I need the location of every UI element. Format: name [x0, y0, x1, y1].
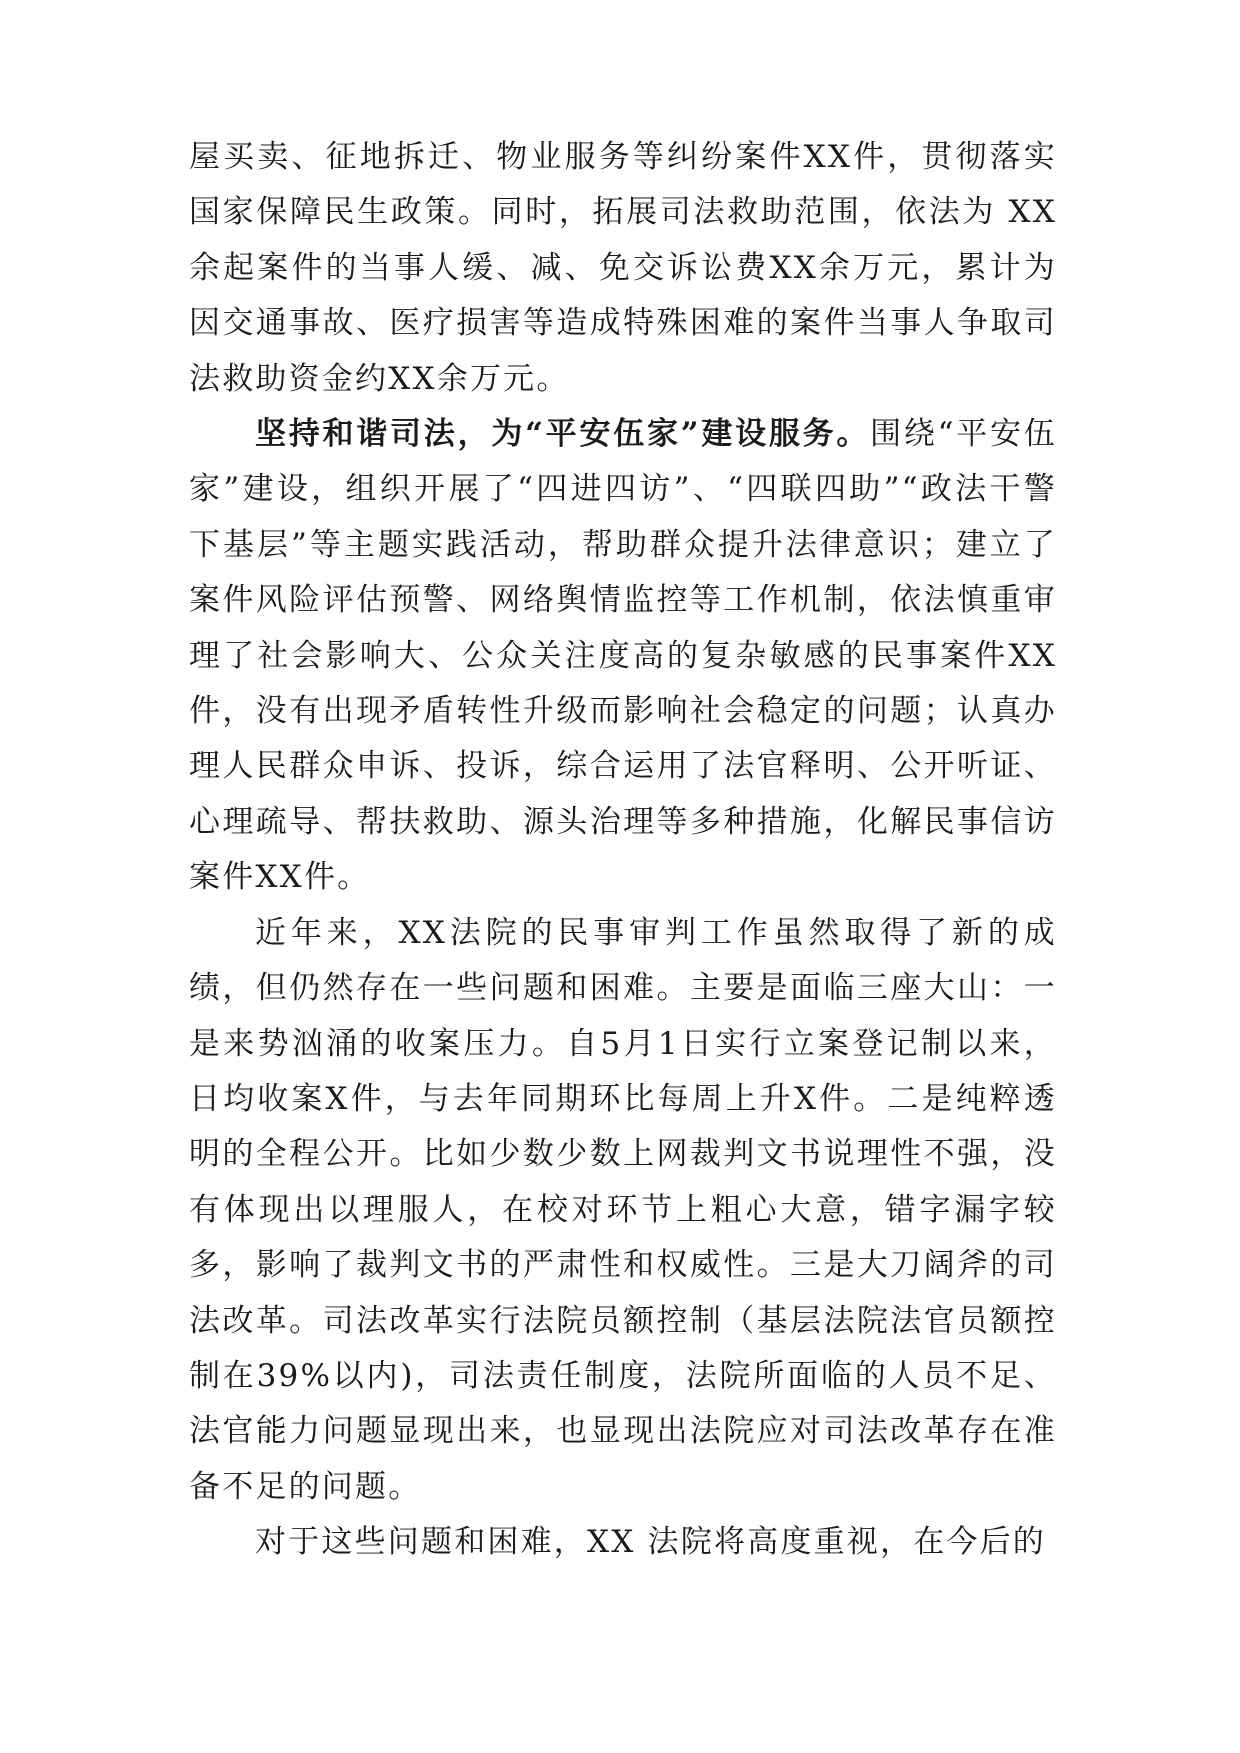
paragraph-problems	[189, 906, 1057, 1515]
paragraph-text: 近年来，XX法院的民事审判工作虽然取得了新的成绩，但仍然存在一些问题和困难。主要是面临三座大山：一是来势汹涌的收案压力。自5月1日实行立案登记制以来，日均收案X件，与去年同期环比每周上升X件。二是纯粹透明的全程公开。比如少数少数上网裁判文书说理性不强，没有体现出以理服人，在校对环节上粗心大意，错字漏字较多，影响了裁判文书的严肃性和权威性。三是大刀阔斧的司法改革。司法改革实行法院员额控制（基层法院法官员额控制在39%以内)，司法责任制度，法院所面临的人员不足、法官能力问题显现出来，也显现出法院应对司法改革存在准备不足的问题。	[189, 914, 1057, 1505]
document-body	[189, 130, 1057, 1571]
paragraph-text: 围绕“平安伍家”建设，组织开展了“四进四访”、“四联四助”“政法干警下基层”等主题实践活动，帮助群众提升法律意识；建立了案件风险评估预警、网络舆情监控等工作机制，依法慎重审理了社会影响大、公众关注度高的复杂敏感的民事案件XX 件，没有出现矛盾转性升级而影响社会稳定的问题；认真办理人民群众申诉、投诉，综合运用了法官释明、公开听证、心理疏导、帮扶救助、源头治理等多种措施，化解民事信访案件XX件。	[189, 416, 1057, 896]
paragraph-response	[189, 1515, 1057, 1570]
paragraph-lead-heading: 坚持和谐司法，为“平安伍家”建设服务。	[255, 416, 871, 453]
paragraph-text: 对于这些问题和困难，XX 法院将高度重视，在今后的	[255, 1524, 1046, 1561]
paragraph-continued	[189, 130, 1057, 407]
paragraph-harmonious-justice	[189, 407, 1057, 906]
paragraph-text: 屋买卖、征地拆迁、物业服务等纠纷案件XX件，贯彻落实国家保障民生政策。同时，拓展司法救助范围，依法为 XX余起案件的当事人缓、减、免交诉讼费XX余万元，累计为因交通事故、医疗损害等造成特殊困难的案件当事人争取司法救助资金约XX余万元。	[189, 139, 1057, 397]
